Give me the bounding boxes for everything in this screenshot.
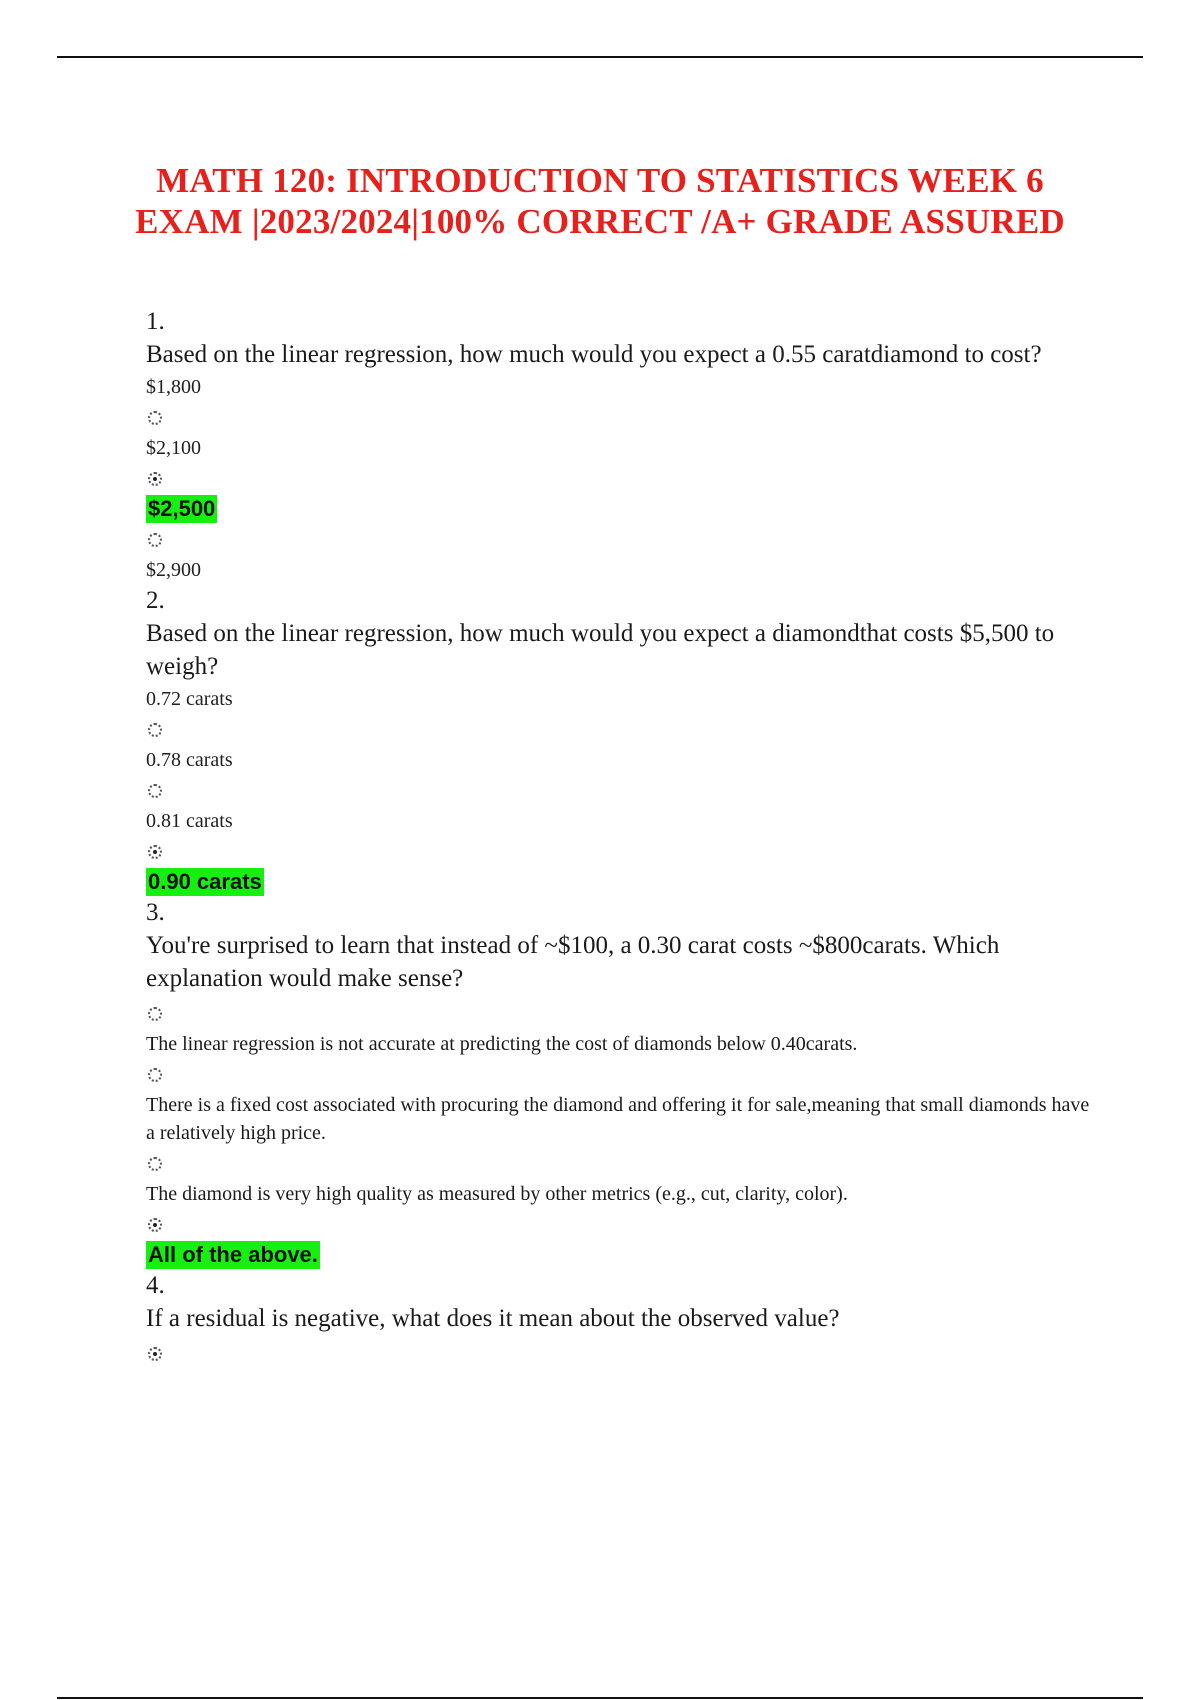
question-text: Based on the linear regression, how much would you expect a diamondthat costs $5,500 to weigh? <box>146 620 1055 680</box>
radio-button-icon[interactable] <box>148 1157 162 1171</box>
question-2 <box>146 584 1106 896</box>
option-label: 0.81 carats <box>146 810 233 832</box>
option-label: The diamond is very high quality as measured by other metrics (e.g., cut, clarity, color). <box>146 1183 848 1205</box>
question-number: 3. <box>146 899 165 926</box>
question-text: If a residual is negative, what does it mean about the observed value? <box>146 1305 840 1332</box>
radio-button-icon[interactable] <box>148 784 162 798</box>
correct-answer-highlight: 0.90 carats <box>148 869 262 894</box>
question-number: 4. <box>146 1272 165 1299</box>
option-label: $1,800 <box>146 376 201 398</box>
question-list <box>146 305 1106 1370</box>
option-label: $2,900 <box>146 559 201 581</box>
option-label: The linear regression is not accurate at predicting the cost of diamonds below 0.40carats. <box>146 1033 858 1055</box>
question-text: Based on the linear regression, how much would you expect a 0.55 caratdiamond to cost? <box>146 341 1042 368</box>
top-rule <box>57 56 1143 58</box>
radio-button-icon[interactable] <box>148 533 162 547</box>
question-text: You're surprised to learn that instead of ~$100, a 0.30 carat costs ~$800carats. Which explanation would make sense? <box>146 932 1000 992</box>
option-label: $2,100 <box>146 437 201 459</box>
radio-button-icon[interactable] <box>148 723 162 737</box>
radio-button-icon[interactable] <box>148 411 162 425</box>
correct-answer-highlight: $2,500 <box>148 496 216 521</box>
option-label: 0.72 carats <box>146 688 233 710</box>
question-1 <box>146 305 1106 584</box>
radio-button-icon[interactable] <box>148 1007 162 1021</box>
question-number: 2. <box>146 587 165 614</box>
title-line-1: MATH 120: INTRODUCTION TO STATISTICS WEEK 6 <box>156 161 1044 200</box>
question-4 <box>146 1269 1106 1370</box>
title-line-2: EXAM |2023/2024|100% CORRECT /A+ GRADE ASSURED <box>135 202 1065 241</box>
radio-button-selected-icon[interactable] <box>148 1347 162 1361</box>
radio-button-selected-icon[interactable] <box>148 1218 162 1232</box>
correct-answer-highlight: All of the above. <box>148 1242 318 1267</box>
radio-button-selected-icon[interactable] <box>148 472 162 486</box>
radio-button-selected-icon[interactable] <box>148 845 162 859</box>
page-title <box>100 160 1100 242</box>
radio-button-icon[interactable] <box>148 1068 162 1082</box>
question-3 <box>146 896 1106 1269</box>
option-label: There is a fixed cost associated with procuring the diamond and offering it for sale,meaning that small diamonds have a relatively high price. <box>146 1094 1090 1144</box>
option-label: 0.78 carats <box>146 749 233 771</box>
bottom-rule <box>57 1697 1143 1699</box>
question-number: 1. <box>146 308 165 335</box>
